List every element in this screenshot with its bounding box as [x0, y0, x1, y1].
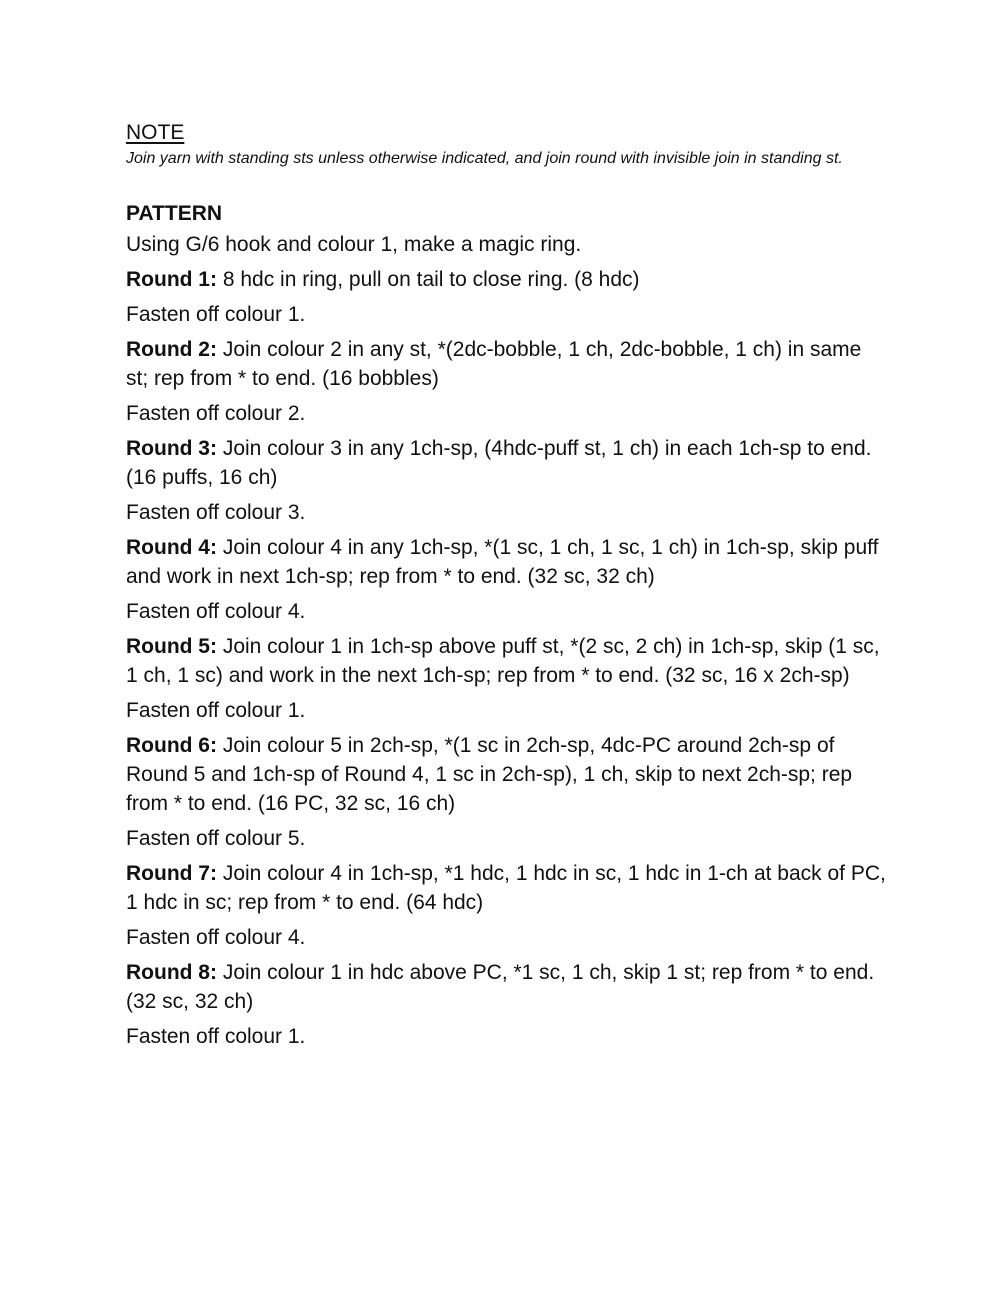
- fasten-off-5: Fasten off colour 1.: [126, 699, 306, 722]
- round-2: [126, 335, 886, 393]
- pattern-intro: Using G/6 hook and colour 1, make a magic ring.: [126, 233, 582, 256]
- round-label: Round 8:: [126, 961, 217, 984]
- fasten-off-6: Fasten off colour 5.: [126, 827, 306, 850]
- round-text: Join colour 5 in 2ch-sp, *(1 sc in 2ch-sp, 4dc-PC around 2ch-sp of Round 5 and 1ch-sp of Round 4, 1 sc in 2ch-sp), 1 ch, skip to next 2ch-sp; rep from * to end. (16 PC, 32 sc, 16 ch): [126, 734, 853, 815]
- round-label: Round 1:: [126, 268, 217, 291]
- fasten-off-4: Fasten off colour 4.: [126, 600, 306, 623]
- round-label: Round 4:: [126, 536, 217, 559]
- note-heading: NOTE: [126, 121, 185, 144]
- round-label: Round 3:: [126, 437, 217, 460]
- round-7: [126, 859, 886, 917]
- note-text: Join yarn with standing sts unless otherwise indicated, and join round with invisible join in standing st.: [126, 150, 843, 167]
- round-text: Join colour 1 in 1ch-sp above puff st, *(2 sc, 2 ch) in 1ch-sp, skip (1 sc, 1 ch, 1 sc) and work in the next 1ch-sp; rep from * to end. (32 sc, 16 x 2ch-sp): [126, 635, 880, 687]
- round-label: Round 5:: [126, 635, 217, 658]
- fasten-off-2: Fasten off colour 2.: [126, 402, 306, 425]
- fasten-off-7: Fasten off colour 4.: [126, 926, 306, 949]
- round-text: Join colour 4 in any 1ch-sp, *(1 sc, 1 ch, 1 sc, 1 ch) in 1ch-sp, skip puff and work in next 1ch-sp; rep from * to end. (32 sc, 32 ch): [126, 536, 879, 588]
- round-text: Join colour 1 in hdc above PC, *1 sc, 1 ch, skip 1 st; rep from * to end. (32 sc, 32 ch): [126, 961, 875, 1013]
- round-label: Round 2:: [126, 338, 217, 361]
- round-6: [126, 731, 886, 818]
- document-page: [126, 118, 886, 1051]
- pattern-heading: PATTERN: [126, 202, 223, 225]
- round-text: Join colour 4 in 1ch-sp, *1 hdc, 1 hdc in sc, 1 hdc in 1-ch at back of PC, 1 hdc in sc; rep from * to end. (64 hdc): [126, 862, 886, 914]
- round-label: Round 7:: [126, 862, 217, 885]
- round-text: 8 hdc in ring, pull on tail to close ring. (8 hdc): [216, 268, 640, 291]
- round-label: Round 6:: [126, 734, 217, 757]
- fasten-off-3: Fasten off colour 3.: [126, 501, 306, 524]
- round-8: [126, 958, 886, 1016]
- round-text: Join colour 2 in any st, *(2dc-bobble, 1 ch, 2dc-bobble, 1 ch) in same st; rep from * to end. (16 bobbles): [126, 338, 862, 390]
- round-3: [126, 434, 886, 492]
- fasten-off-1: Fasten off colour 1.: [126, 303, 306, 326]
- round-5: [126, 632, 886, 690]
- round-text: Join colour 3 in any 1ch-sp, (4hdc-puff st, 1 ch) in each 1ch-sp to end. (16 puffs, 16 ch): [126, 437, 872, 489]
- round-4: [126, 533, 886, 591]
- fasten-off-8: Fasten off colour 1.: [126, 1025, 306, 1048]
- round-1: [126, 265, 886, 294]
